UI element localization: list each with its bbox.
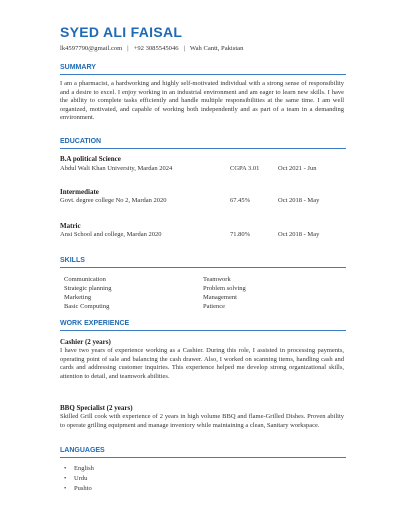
- language-item: [64, 475, 88, 482]
- phone-number: +92 3085545046: [133, 45, 179, 52]
- job-title: BBQ Specialist (2 years): [60, 404, 133, 412]
- section-divider: [60, 74, 346, 75]
- education-period: Oct 2018 - May: [278, 231, 320, 238]
- skill-item: Patience: [203, 303, 226, 310]
- section-divider: [60, 267, 346, 268]
- language-item: [64, 485, 92, 492]
- education-score: 71.80%: [230, 231, 251, 238]
- education-score: 67.45%: [230, 197, 251, 204]
- skill-item: Problem solving: [203, 285, 246, 292]
- education-heading: EDUCATION: [60, 138, 102, 145]
- skill-item: Communication: [64, 276, 106, 283]
- language-item: [64, 465, 94, 472]
- skill-item: Marketing: [64, 294, 92, 301]
- language-label: Urdu: [74, 475, 88, 482]
- bullet: •: [64, 475, 67, 482]
- skill-item: Basic Computing: [64, 303, 110, 310]
- skills-heading: SKILLS: [60, 257, 85, 264]
- education-degree: Intermediate: [60, 188, 99, 196]
- summary-text: I am a pharmacist, a hardworking and highly self-motivated individual with a strong sense of responsibility and a desire to excel. I enjoy working in an industrial environment and am eager to learn new skills. I have the ability to complete tasks efficiently and handle multiple responsibilities at the same time. I am well organized, motivated, and capable of working both independently and as part of a team in a demanding environment.: [60, 80, 344, 122]
- education-degree: Matric: [60, 222, 81, 230]
- job-description: I have two years of experience working as a Cashier. During this role, I assisted in processing payments, operating point of sale and balancing the cash drawer. Also, I worked on scanning items, handling cash and cards and addressing customer inquiries. This experience helped me develop strong organizational skills, attention to detail, and teamwork abilities.: [60, 347, 344, 380]
- language-label: Pushto: [74, 485, 92, 492]
- language-label: English: [74, 465, 94, 472]
- contact-separator: |: [183, 45, 185, 52]
- bullet: •: [64, 465, 67, 472]
- education-score: CGPA 3.01: [230, 165, 260, 172]
- section-divider: [60, 457, 346, 458]
- summary-heading: SUMMARY: [60, 64, 96, 71]
- education-institution: Govt. degree college No 2, Mardan 2020: [60, 197, 167, 204]
- section-divider: [60, 330, 346, 331]
- education-degree: B.A political Science: [60, 155, 121, 163]
- education-institution: Ansi School and college, Mardan 2020: [60, 231, 162, 238]
- education-period: Oct 2018 - May: [278, 197, 320, 204]
- skill-item: Teamwork: [203, 276, 231, 283]
- section-divider: [60, 148, 346, 149]
- skill-item: Strategic planning: [64, 285, 112, 292]
- email-link[interactable]: lk4597790@gmail.com: [60, 45, 123, 52]
- skill-item: Management: [203, 294, 237, 301]
- job-description: Skilled Grill cook with experience of 2 years in high volume BBQ and flame-Grilled Dishes. Proven ability to operate grilling equipment and manage inventory while maintaining a clean, Sanitary workspace.: [60, 413, 344, 429]
- contact-separator: |: [127, 45, 129, 52]
- bullet: •: [64, 485, 67, 492]
- job-title: Cashier (2 years): [60, 338, 111, 346]
- education-institution: Abdul Wali Khan University, Mardan 2024: [60, 165, 173, 172]
- experience-heading: WORK EXPERIENCE: [60, 320, 130, 327]
- location: Wah Cantt, Pakistan: [189, 45, 244, 52]
- education-period: Oct 2021 - Jun: [278, 165, 317, 172]
- candidate-name: SYED ALI FAISAL: [60, 24, 183, 40]
- contact-line: [60, 45, 243, 52]
- languages-heading: LANGUAGES: [60, 447, 105, 454]
